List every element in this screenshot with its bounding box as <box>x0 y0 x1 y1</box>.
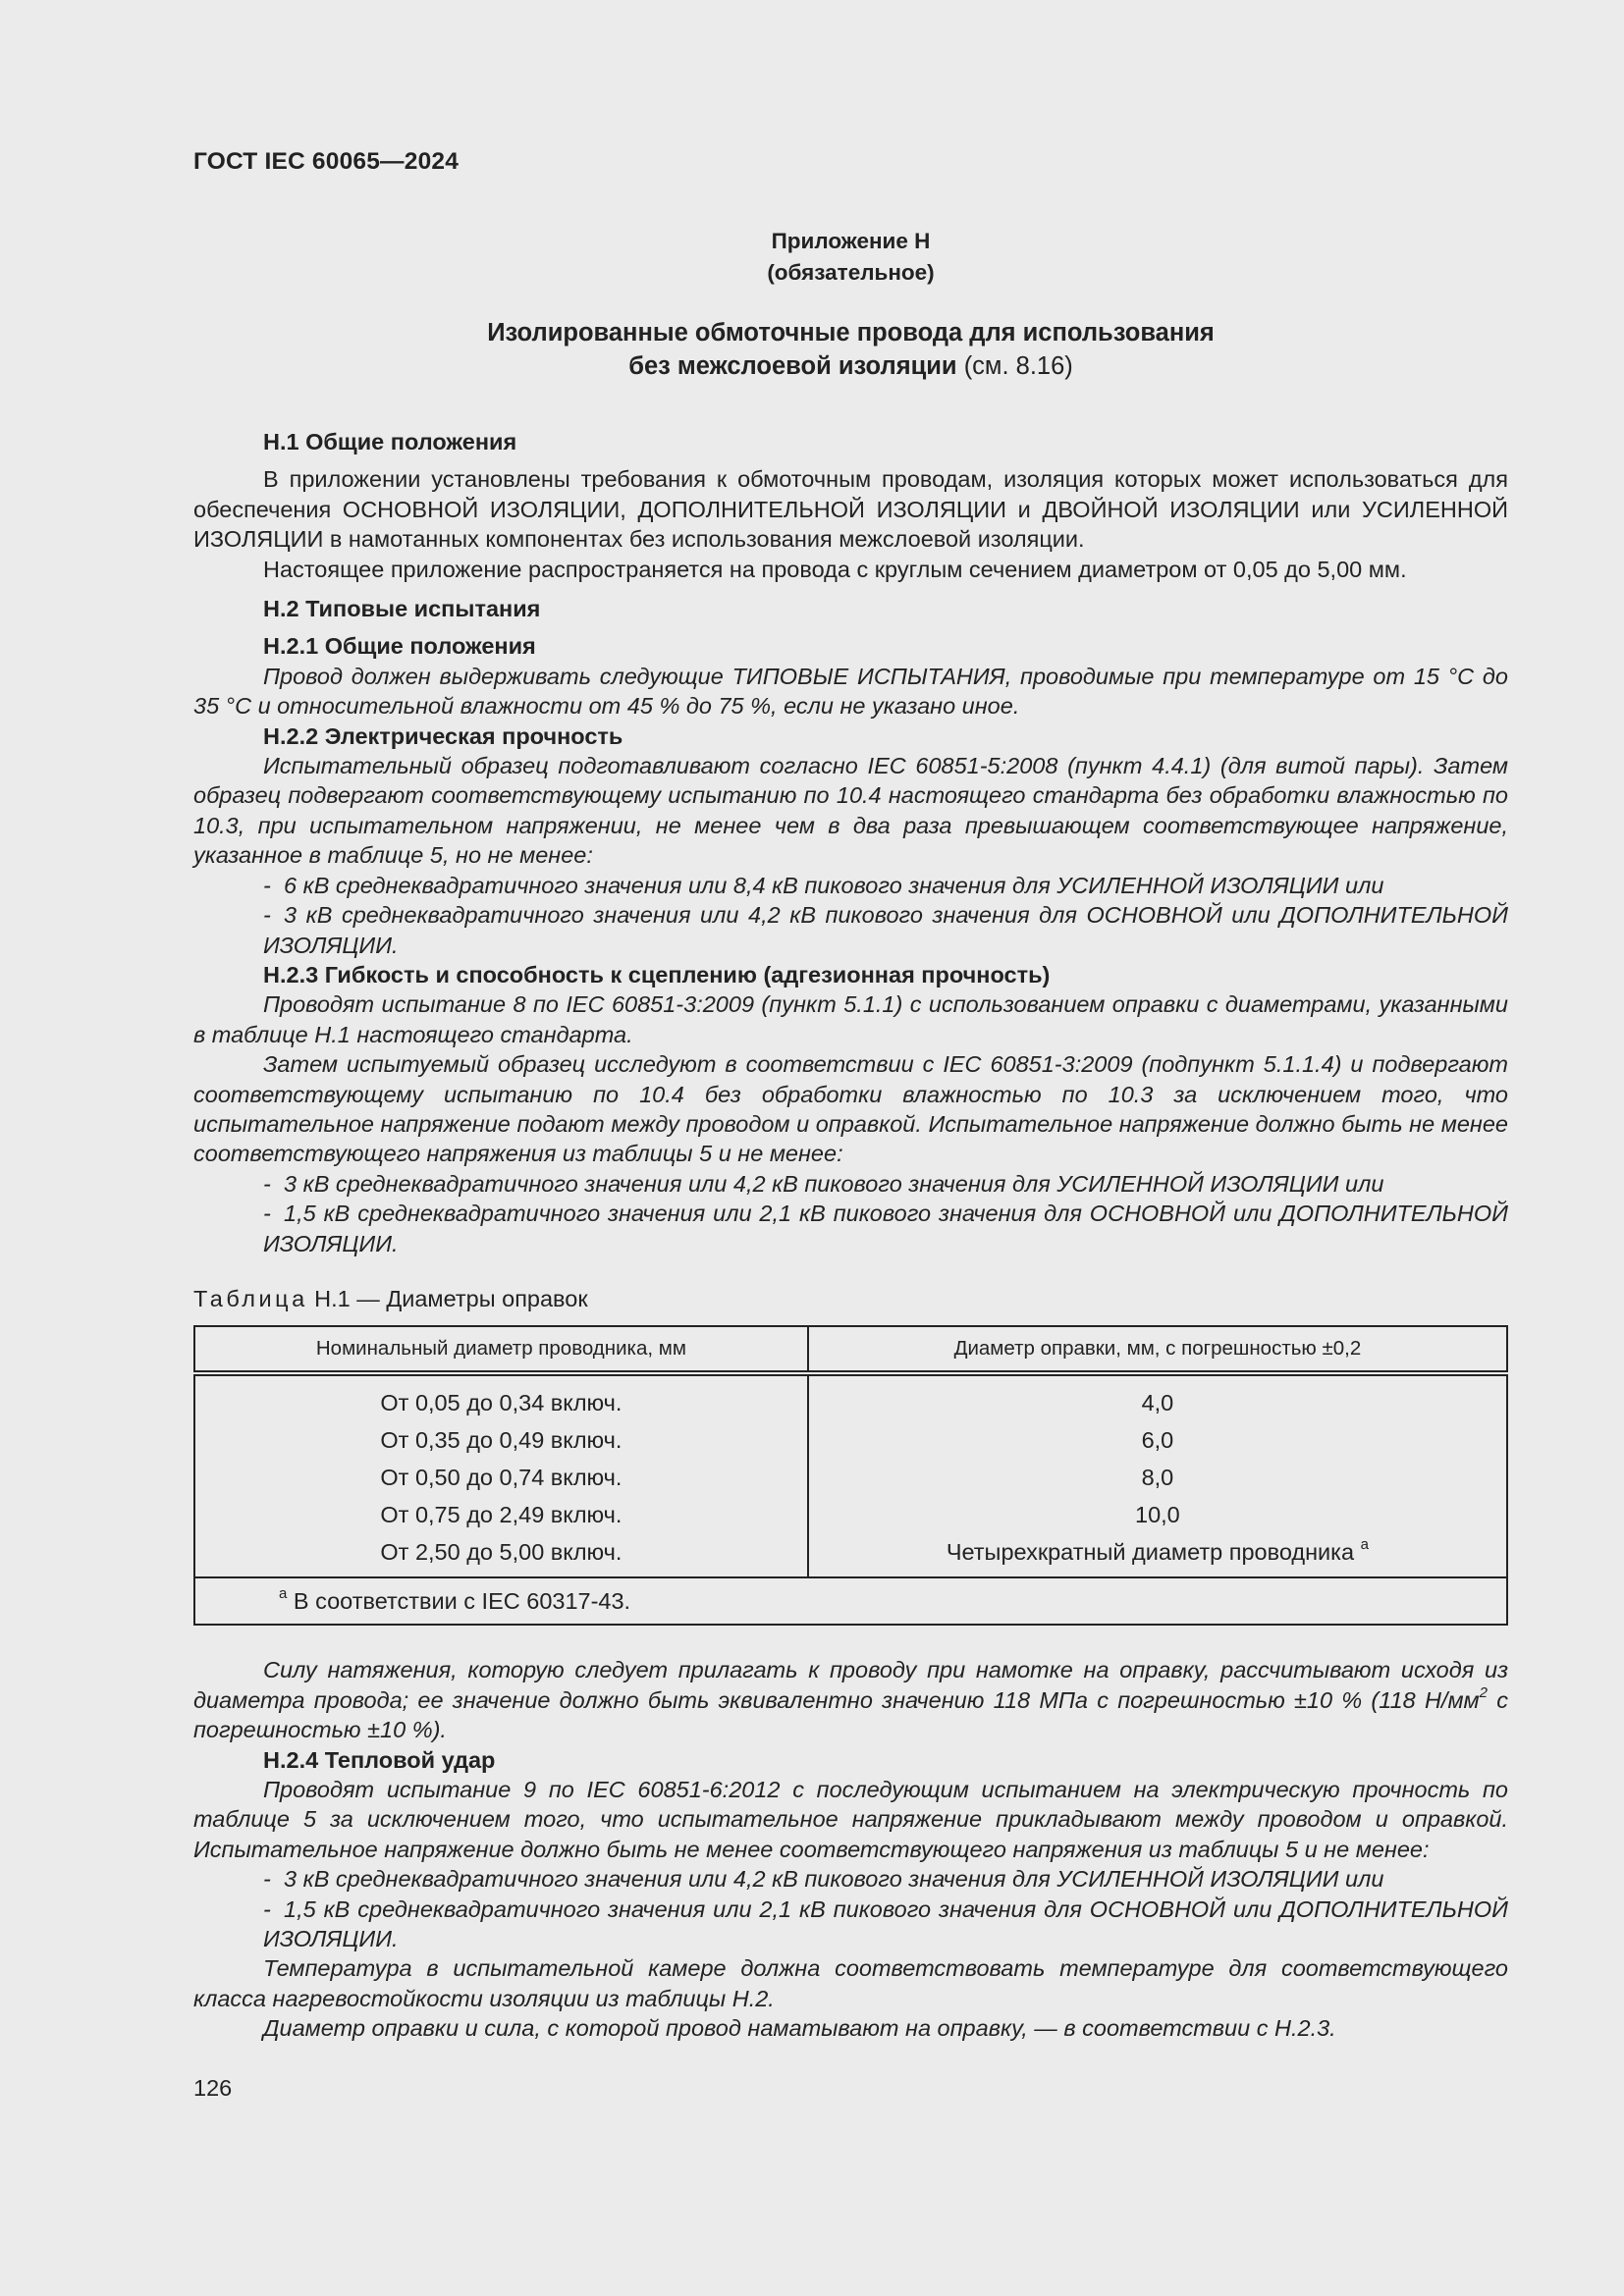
footnote-marker: а <box>1360 1536 1369 1554</box>
paragraph: Проводят испытание 8 по IEC 60851-3:2009 (пункт 5.1.1) с использованием оправки с диаметрами, указанными в таблице Н.1 настоящего стандарта. <box>193 991 1508 1047</box>
paragraph: Провод должен выдерживать следующие ТИПОВЫЕ ИСПЫТАНИЯ, проводимые при температуре от 15 °С до 35 °С и относительной влажности от 45 % до 75 %, если не указано иное. <box>193 663 1508 720</box>
table-cell: 6,0 <box>808 1421 1507 1459</box>
table-caption: Таблица Н.1 — Диаметры оправок <box>193 1285 588 1311</box>
list-item: - 6 кВ среднеквадратичного значения или 8,4 кВ пикового значения для УСИЛЕННОЙ ИЗОЛЯЦИИ или <box>263 872 1384 898</box>
paragraph: Силу натяжения, которую следует прилагать к проводу при намотке на оправку, рассчитывают исходя из диаметра провода; ее значение должно быть эквивалентно значению 118 МПа с погрешностью ±10 % (118 $Н/мм^2$ с погрешностью ±10 %). <box>193 1657 1508 1743</box>
list-item: - 3 кВ среднеквадратичного значения или 4,2 кВ пикового значения для ОСНОВНОЙ или ДОПОЛНИТЕЛЬНОЙ ИЗОЛЯЦИИ. <box>263 902 1508 958</box>
annex-heading-line2: без межслоевой изоляции (см. 8.16) <box>628 352 1073 380</box>
paragraph: Затем испытуемый образец исследуют в соответствии с IEC 60851-3:2009 (подпункт 5.1.1.4) и подвергают соответствующему испытанию по 10.4 без обработки влажностью по 10.3 за исключением того, что испытательное напряжение подают между проводом и оправкой. Испытательное напряжение должно быть не менее соответствующего напряжения из таблицы 5 и не менее: <box>193 1051 1508 1167</box>
standard-designation: ГОСТ IEC 60065—2024 <box>193 148 460 175</box>
paragraph: В приложении установлены требования к обмоточным проводам, изоляция которых может использоваться для обеспечения ОСНОВНОЙ ИЗОЛЯЦИИ, ДОПОЛНИТЕЛЬНОЙ ИЗОЛЯЦИИ и ДВОЙНОЙ ИЗОЛЯЦИИ или УСИЛЕННОЙ ИЗОЛЯЦИИ в намотанных компонентах без использования межслоевой изоляции. <box>193 466 1508 553</box>
annex-header <box>193 226 1508 289</box>
table-cell: От 0,05 до 0,34 включ. <box>380 1390 623 1416</box>
list-item: - 1,5 кВ среднеквадратичного значения или 2,1 кВ пикового значения для ОСНОВНОЙ или ДОПОЛНИТЕЛЬНОЙ ИЗОЛЯЦИИ. <box>263 1201 1508 1256</box>
table-cell: Четырехкратный диаметр проводника $^а$ <box>808 1533 1507 1577</box>
table-row <box>194 1373 1507 1421</box>
paragraph: Настоящее приложение распространяется на провода с круглым сечением диаметром от 0,05 до 5,00 мм. <box>263 556 1407 582</box>
table-cell: 10,0 <box>808 1496 1507 1533</box>
table-cell: 8,0 <box>808 1459 1507 1496</box>
annex-title: Приложение Н <box>771 229 931 253</box>
page-number: 126 <box>193 2075 233 2101</box>
annex-heading <box>193 316 1508 383</box>
table-header-row <box>194 1326 1507 1373</box>
paragraph: Испытательный образец подготавливают согласно IEC 60851-5:2008 (пункт 4.4.1) (для витой пары). Затем образец подвергают соответствующему испытанию по 10.4 настоящего стандарта без обработки влажностью по 10.3, при испытательном напряжении, не менее чем в два раза превышающем соответствующее напряжение, указанное в таблице 5, но не менее: <box>193 753 1508 869</box>
table-cell: 4,0 <box>808 1373 1507 1421</box>
section-heading-h2: Н.2 Типовые испытания <box>263 596 541 622</box>
table-footnote: $^а$ В соответствии с IEC 60317-43. <box>194 1577 1507 1625</box>
table-cell: От 0,50 до 0,74 включ. <box>380 1465 623 1491</box>
mandrel-diameter-table <box>193 1325 1508 1626</box>
annex-status: (обязательное) <box>767 260 935 285</box>
paragraph: Диаметр оправки и сила, с которой провод наматывают на оправку, — в соответствии с Н.2.3. <box>263 2015 1336 2042</box>
list-item: - 3 кВ среднеквадратичного значения или 4,2 кВ пикового значения для УСИЛЕННОЙ ИЗОЛЯЦИИ или <box>263 1866 1384 1893</box>
paragraph: Температура в испытательной камере должна соответствовать температуре для соответствующего класса нагревостойкости изоляции из таблицы Н.2. <box>193 1955 1508 2011</box>
table-cell: От 2,50 до 5,00 включ. <box>380 1539 623 1566</box>
section-heading-h23: Н.2.3 Гибкость и способность к сцеплению (адгезионная прочность) <box>263 961 1051 988</box>
table-cell: От 0,75 до 2,49 включ. <box>380 1502 623 1528</box>
list-item: - 3 кВ среднеквадратичного значения или 4,2 кВ пикового значения для УСИЛЕННОЙ ИЗОЛЯЦИИ или <box>263 1170 1384 1197</box>
annex-heading-line1: Изолированные обмоточные провода для использования <box>487 319 1215 347</box>
section-heading-h22: Н.2.2 Электрическая прочность <box>263 722 623 749</box>
table-row <box>194 1459 1507 1496</box>
table-row <box>194 1421 1507 1459</box>
table-cell: От 0,35 до 0,49 включ. <box>380 1427 623 1454</box>
column-header: Номинальный диаметр проводника, мм <box>194 1326 808 1373</box>
table-row <box>194 1496 1507 1533</box>
column-header: Диаметр оправки, мм, с погрешностью ±0,2 <box>808 1326 1507 1373</box>
table-footnote-row <box>194 1577 1507 1625</box>
paragraph: Проводят испытание 9 по IEC 60851-6:2012 с последующим испытанием на электрическую прочность по таблице 5 за исключением того, что испытательное напряжение прикладывают между проводом и оправкой. Испытательное напряжение должно быть не менее соответствующего напряжения из таблицы 5 и не менее: <box>193 1777 1508 1862</box>
table-row <box>194 1533 1507 1577</box>
section-heading-h1: Н.1 Общие положения <box>263 429 517 454</box>
document-body <box>193 427 1508 2044</box>
section-heading-h21: Н.2.1 Общие положения <box>263 633 536 660</box>
section-heading-h24: Н.2.4 Тепловой удар <box>263 1746 496 1773</box>
list-item: - 1,5 кВ среднеквадратичного значения или 2,1 кВ пикового значения для ОСНОВНОЙ или ДОПОЛНИТЕЛЬНОЙ ИЗОЛЯЦИИ. <box>263 1896 1508 1952</box>
